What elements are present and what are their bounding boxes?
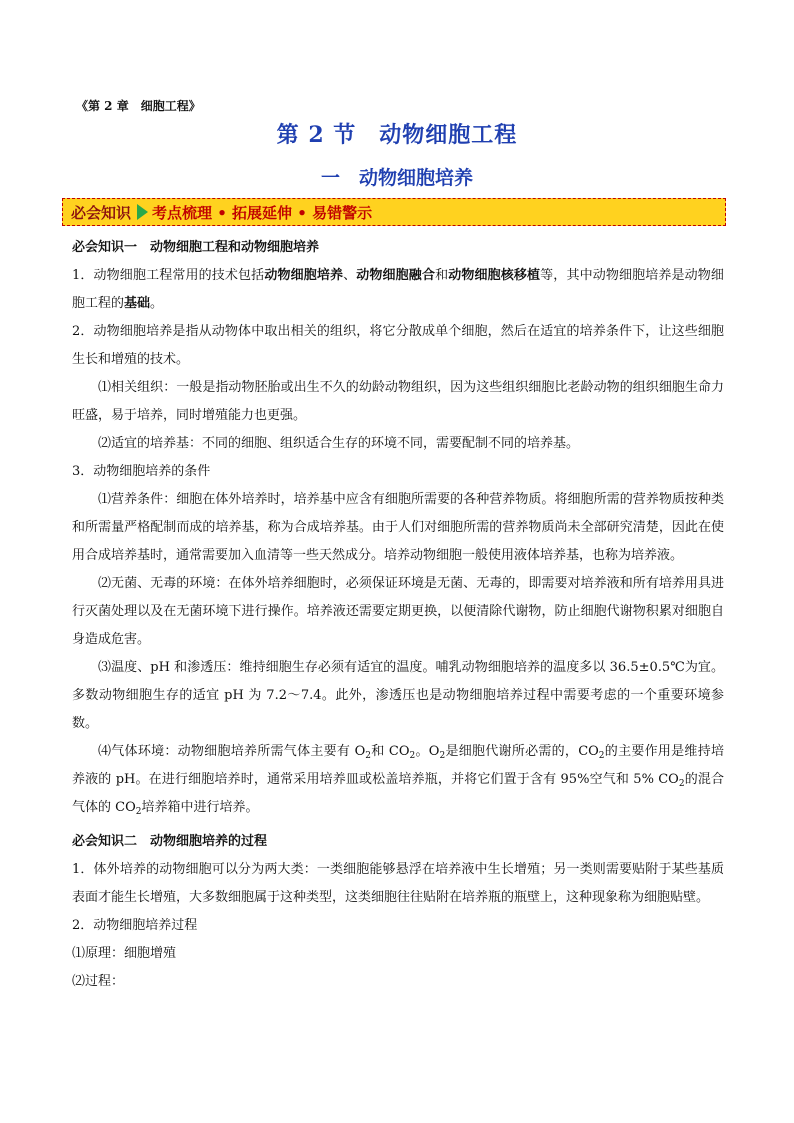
section-title: 第 2 节 动物细胞工程	[276, 122, 518, 148]
paragraph-2: 2．动物细胞培养是指从动物体中取出相关的组织，将它分散成单个细胞，然后在适宜的培养条件下，让这些细胞生长和增殖的技术。	[72, 324, 724, 367]
paragraph-3-3: ⑶温度、pH 和渗透压：维持细胞生存必须有适宜的温度。哺乳动物细胞培养的温度多以 36.5±0.5℃为宜。多数动物细胞生存的适宜 pH 为 7.2～7.4。此外，渗透压也是动物细胞培养过程中需要考虑的一个重要环境参数。	[72, 660, 724, 731]
paragraph-3-4: ⑷气体环境：动物细胞培养所需气体主要有 $O_2$和 $CO_2$。$O_2$是细胞代谢所必需的，$CO_2$的主要作用是维持培养液的 pH。在进行细胞培养时，通常采用培养皿或松盖培养瓶，并将它们置于含有 95%空气和 5% $CO_2$的混合气体的 $CO_2$培养箱中进行培养。	[72, 744, 724, 817]
knowledge-heading-2: 必会知识二 动物细胞培养的过程	[72, 834, 268, 849]
paragraph-k2-2-2: ⑵过程：	[72, 974, 125, 989]
triangle-arrow-icon	[137, 204, 148, 220]
main-content	[72, 234, 724, 996]
paragraph-1: 1．动物细胞工程常用的技术包括动物细胞培养、动物细胞融合和动物细胞核移植等，其中动物细胞培养是动物细胞工程的基础。	[72, 268, 724, 311]
paragraph-k2-2-1: ⑴原理：细胞增殖	[72, 946, 177, 961]
paragraph-3: 3．动物细胞培养的条件	[72, 464, 211, 479]
knowledge-heading-1: 必会知识一 动物细胞工程和动物细胞培养	[72, 240, 320, 255]
paragraph-k2-2: 2．动物细胞培养过程	[72, 918, 198, 933]
paragraph-3-2: ⑵无菌、无毒的环境：在体外培养细胞时，必须保证环境是无菌、无毒的，即需要对培养液和所有培养用具进行灭菌处理以及在无菌环境下进行操作。培养液还需要定期更换，以便清除代谢物，防止细胞代谢物积累对细胞自身造成危害。	[72, 576, 724, 647]
banner-items: 考点梳理 • 拓展延伸 • 易错警示	[152, 203, 373, 222]
paragraph-3-1: ⑴营养条件：细胞在体外培养时，培养基中应含有细胞所需要的各种营养物质。将细胞所需的营养物质按种类和所需量严格配制而成的培养基，称为合成培养基。由于人们对细胞所需的营养物质尚未全部研究清楚，因此在使用合成培养基时，通常需要加入血清等一些天然成分。培养动物细胞一般使用液体培养基，也称为培养液。	[72, 492, 724, 563]
paragraph-k2-1: 1．体外培养的动物细胞可以分为两大类：一类细胞能够悬浮在培养液中生长增殖；另一类则需要贴附于某些基质表面才能生长增殖，大多数细胞属于这种类型，这类细胞往往贴附在培养瓶的瓶壁上，这种现象称为细胞贴壁。	[72, 862, 724, 905]
sub-title: 一 动物细胞培养	[320, 167, 473, 189]
banner-lead: 必会知识	[71, 203, 132, 222]
chapter-label: 《第 2 章 细胞工程》	[76, 99, 201, 113]
paragraph-2-1: ⑴相关组织：一般是指动物胚胎或出生不久的幼龄动物组织，因为这些组织细胞比老龄动物的组织细胞生命力旺盛，易于培养，同时增殖能力也更强。	[72, 380, 724, 423]
paragraph-2-2: ⑵适宜的培养基：不同的细胞、组织适合生存的环境不同，需要配制不同的培养基。	[98, 436, 580, 451]
knowledge-banner	[62, 198, 726, 226]
